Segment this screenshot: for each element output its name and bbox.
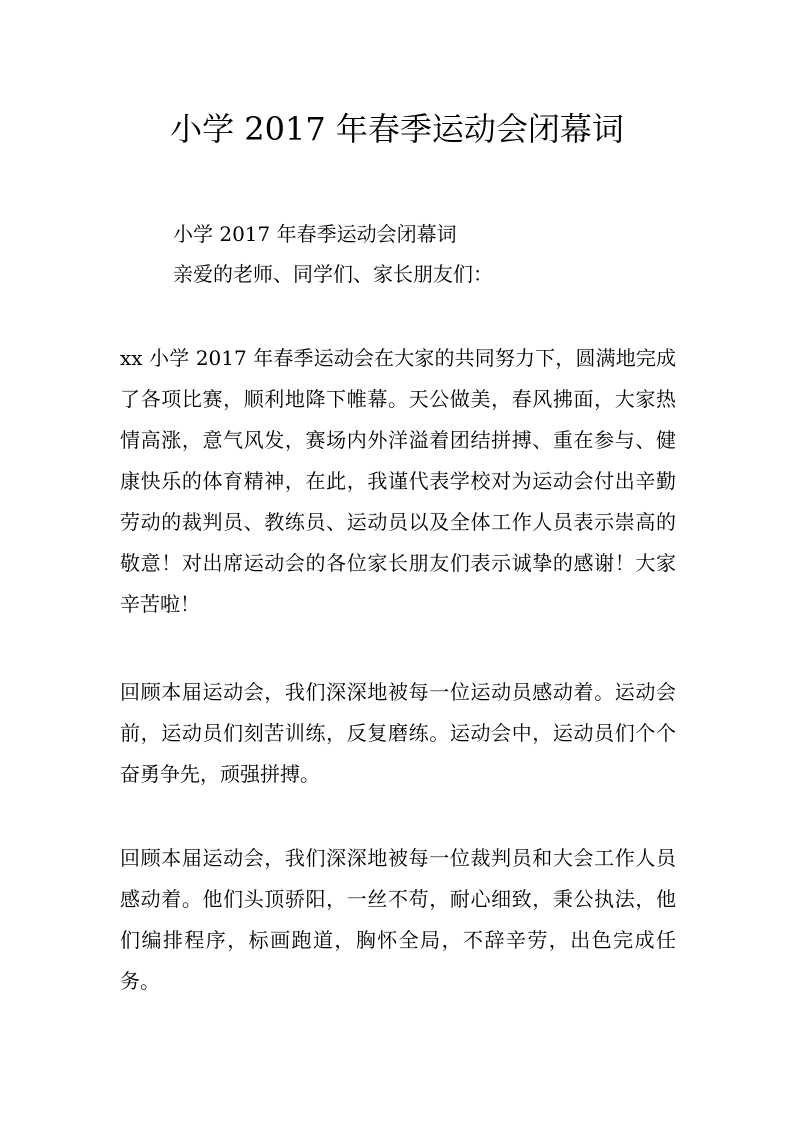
salutation: 亲爱的老师、同学们、家长朋友们：: [173, 262, 493, 286]
paragraph-opening: xx 小学 2017 年春季运动会在大家的共同努力下，圆满地完成了各项比赛，顺利地降下帷幕。天公做美，春风拂面，大家热情高涨，意气风发，赛场内外洋溢着团结拼搏、重在参与、健康快乐的体育精神，在此，我谨代表学校对为运动会付出辛勤劳动的裁判员、教练员、运动员以及全体工作人员表示崇高的敬意！对出席运动会的各位家长朋友们表示诚挚的感谢！大家辛苦啦！: [120, 346, 676, 616]
document-subtitle: 小学 2017 年春季运动会闭幕词: [173, 222, 457, 246]
paragraph-athletes: 回顾本届运动会，我们深深地被每一位运动员感动着。运动会前，运动员们刻苦训练，反复磨练。运动会中，运动员们个个奋勇争先，顽强拼搏。: [120, 680, 676, 786]
paragraph-referees: 回顾本届运动会，我们深深地被每一位裁判员和大会工作人员感动着。他们头顶骄阳，一丝不苟，耐心细致，秉公执法，他们编排程序，标画跑道，胸怀全局，不辞辛劳，出色完成任务。: [120, 846, 676, 993]
document-title: 小学 2017 年春季运动会闭幕词: [170, 110, 624, 148]
